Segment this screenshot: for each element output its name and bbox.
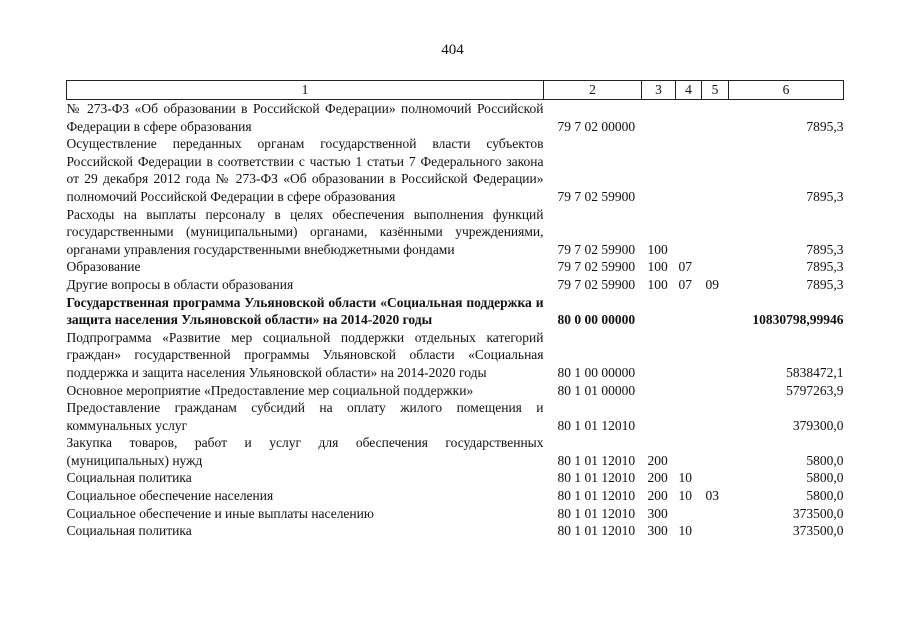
table-row — [67, 469, 844, 487]
table-row — [67, 505, 844, 523]
table-row — [67, 100, 844, 136]
budget-table — [66, 80, 844, 540]
row-name-cell: Предоставление гражданам субсидий на оплату жилого помещения и коммунальных услуг — [66, 400, 544, 433]
row-col3-cell — [642, 100, 676, 136]
header-col-1: 1 — [67, 81, 544, 100]
row-amount-cell: 5797263,9 — [786, 382, 844, 398]
row-name-cell: Подпрограмма «Развитие мер социальной поддержки отдельных категорий граждан» государственной программы Ульяновской области «Социальная поддержка и защита населения Ульяновской области» на 2014-2020 годы — [66, 329, 544, 380]
row-col5-cell — [702, 135, 729, 205]
row-col4-cell: 07 — [678, 276, 692, 292]
row-col3-cell: 200 — [647, 452, 668, 468]
table-row — [67, 434, 844, 469]
table-row — [67, 294, 844, 329]
row-amount-cell: 379300,0 — [792, 417, 844, 433]
row-col5-cell — [702, 329, 729, 382]
row-amount-cell: 373500,0 — [792, 523, 844, 539]
row-name-cell: Государственная программа Ульяновской области «Социальная поддержка и защита населения Ульяновской области» на 2014-2020 годы — [66, 294, 544, 328]
row-col3-cell — [642, 399, 676, 434]
row-col5-cell — [702, 206, 729, 259]
row-amount-cell: 7895,3 — [806, 259, 844, 275]
row-code-cell: 80 1 01 12010 — [557, 470, 636, 486]
row-amount-cell: 10830798,99946 — [752, 312, 844, 328]
table-body — [67, 100, 844, 540]
row-col5-cell — [702, 100, 729, 136]
row-amount-cell: 5800,0 — [806, 470, 844, 486]
row-code-cell: 80 1 00 00000 — [557, 364, 636, 380]
row-col4-cell — [676, 329, 702, 382]
table-row — [67, 382, 844, 400]
row-code-cell: 79 7 02 59900 — [557, 241, 636, 257]
row-name-cell: Образование — [66, 259, 141, 275]
row-code-cell: 80 1 01 12010 — [557, 488, 636, 504]
row-amount-cell: 7895,3 — [806, 188, 844, 204]
header-col-5: 5 — [702, 81, 729, 100]
row-col4-cell — [676, 100, 702, 136]
row-code-cell: 80 1 01 12010 — [557, 417, 636, 433]
row-code-cell: 79 7 02 59900 — [557, 259, 636, 275]
row-name-cell: Социальное обеспечение населения — [66, 488, 274, 504]
row-code-cell: 79 7 02 59900 — [557, 276, 636, 292]
row-col3-cell — [642, 329, 676, 382]
row-amount-cell: 7895,3 — [806, 241, 844, 257]
header-row — [67, 81, 844, 100]
row-col5-cell — [702, 522, 729, 540]
row-col3-cell: 100 — [647, 276, 668, 292]
row-col4-cell — [676, 206, 702, 259]
row-code-cell: 79 7 02 59900 — [557, 188, 636, 204]
row-col5-cell — [702, 469, 729, 487]
row-code-cell: 79 7 02 00000 — [557, 118, 636, 134]
row-col3-cell — [642, 294, 676, 329]
row-amount-cell: 5838472,1 — [786, 364, 844, 380]
table-row — [67, 399, 844, 434]
row-col4-cell — [676, 399, 702, 434]
row-col5-cell — [702, 294, 729, 329]
row-col5-cell — [702, 399, 729, 434]
row-col5-cell — [702, 382, 729, 400]
row-amount-cell: 7895,3 — [806, 118, 844, 134]
row-name-cell: Расходы на выплаты персоналу в целях обеспечения выполнения функций государственными (муниципальными) органами, казёнными учреждениями, органами управления государственными внебюджетными фондами — [66, 206, 544, 257]
row-col4-cell: 10 — [678, 488, 692, 504]
table-row — [67, 329, 844, 382]
row-amount-cell: 5800,0 — [806, 452, 844, 468]
header-col-2: 2 — [544, 81, 642, 100]
row-col5-cell — [702, 505, 729, 523]
row-name-cell: Закупка товаров, работ и услуг для обеспечения государственных (муниципальных) нужд — [66, 435, 544, 468]
table-row — [67, 258, 844, 276]
row-amount-cell: 7895,3 — [806, 276, 844, 292]
table-row — [67, 522, 844, 540]
row-col5-cell — [702, 258, 729, 276]
row-name-cell: № 273-ФЗ «Об образовании в Российской Федерации» полномочий Российской Федерации в сфере образования — [66, 101, 544, 134]
header-col-6: 6 — [729, 81, 844, 100]
row-col3-cell: 100 — [647, 241, 668, 257]
row-col4-cell — [676, 505, 702, 523]
row-col3-cell: 300 — [647, 505, 668, 521]
row-code-cell: 80 1 01 12010 — [557, 523, 636, 539]
row-col4-cell: 10 — [678, 470, 692, 486]
row-col3-cell: 300 — [647, 523, 668, 539]
table-row — [67, 276, 844, 294]
row-col4-cell: 10 — [678, 523, 692, 539]
row-col4-cell: 07 — [678, 259, 692, 275]
row-col5-cell: 03 — [705, 488, 719, 504]
row-name-cell: Другие вопросы в области образования — [66, 276, 294, 292]
row-col3-cell — [642, 135, 676, 205]
row-code-cell: 80 0 00 00000 — [557, 312, 636, 328]
row-name-cell: Осуществление переданных органам государственной власти субъектов Российской Федерации в соответствии с частью 1 статьи 7 Федерального закона от 29 декабря 2012 года № 273-ФЗ «Об образовании в Российской Федерации» полномочий Российской Федерации в сфере образования — [66, 136, 544, 204]
row-name-cell: Социальное обеспечение и иные выплаты населению — [66, 505, 374, 521]
row-code-cell: 80 1 01 12010 — [557, 505, 636, 521]
row-col4-cell — [676, 135, 702, 205]
row-col5-cell: 09 — [705, 276, 719, 292]
page-number: 404 — [441, 42, 464, 58]
row-name-cell: Социальная политика — [66, 470, 192, 486]
row-amount-cell: 5800,0 — [806, 488, 844, 504]
table-row — [67, 135, 844, 205]
header-col-3: 3 — [642, 81, 676, 100]
row-col3-cell: 200 — [647, 470, 668, 486]
row-col4-cell — [676, 382, 702, 400]
row-col4-cell — [676, 434, 702, 469]
row-col5-cell — [702, 434, 729, 469]
row-amount-cell: 373500,0 — [792, 505, 844, 521]
row-col3-cell: 100 — [647, 259, 668, 275]
row-name-cell: Основное мероприятие «Предоставление мер социальной поддержки» — [66, 382, 474, 398]
header-col-4: 4 — [676, 81, 702, 100]
row-code-cell: 80 1 01 00000 — [557, 382, 636, 398]
row-name-cell: Социальная политика — [66, 523, 192, 539]
row-col3-cell: 200 — [647, 488, 668, 504]
row-col3-cell — [642, 382, 676, 400]
table-row — [67, 487, 844, 505]
row-code-cell: 80 1 01 12010 — [557, 452, 636, 468]
table-row — [67, 206, 844, 259]
row-col4-cell — [676, 294, 702, 329]
